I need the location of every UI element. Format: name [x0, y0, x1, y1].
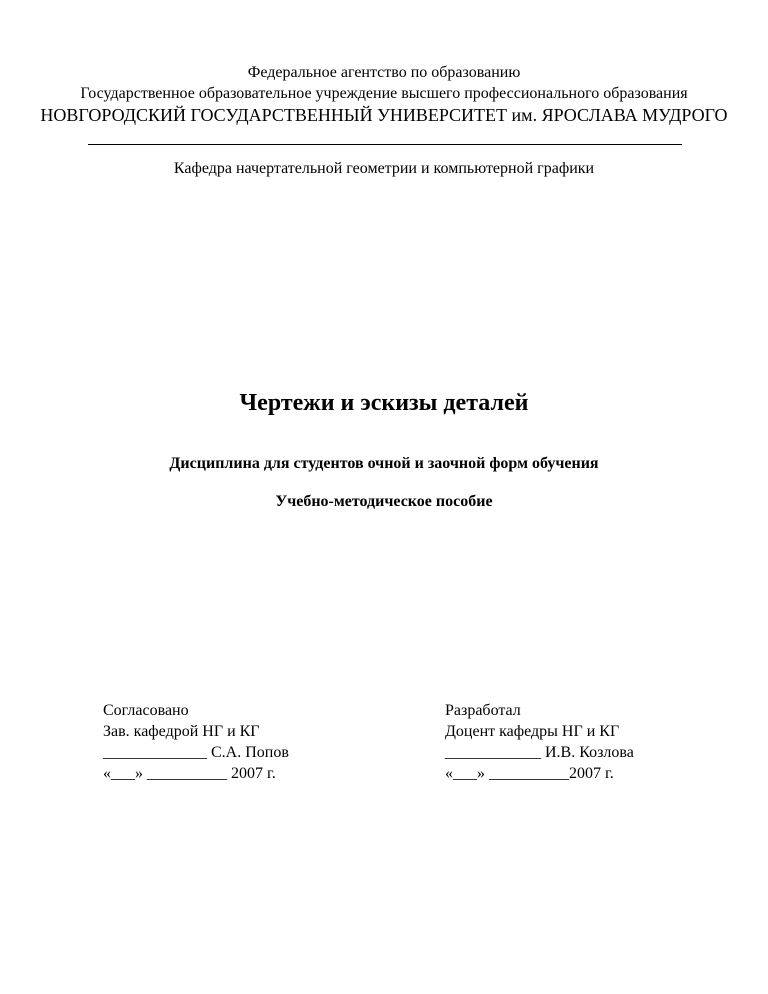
author-block: [445, 700, 634, 784]
author-date-line: «___» __________2007 г.: [445, 765, 614, 782]
document-title: Чертежи и эскизы деталей: [239, 390, 529, 416]
agency-name: Федеральное агентство по образованию: [247, 64, 521, 81]
approval-date-line: «___» __________ 2007 г.: [103, 765, 276, 782]
approval-block: [103, 700, 289, 784]
discipline-line: Дисциплина для студентов очной и заочной форм обучения: [169, 455, 599, 472]
approval-position: Зав. кафедрой НГ и КГ: [103, 723, 260, 740]
author-heading: Разработал: [445, 702, 521, 719]
approval-signature-line: _____________ С.А. Попов: [103, 744, 289, 761]
approval-heading: Согласовано: [103, 702, 189, 719]
header-divider: [88, 144, 682, 145]
institution-name: Государственное образовательное учреждение высшего профессионального образования: [80, 85, 688, 102]
university-name: НОВГОРОДСКИЙ ГОСУДАРСТВЕННЫЙ УНИВЕРСИТЕТ им. ЯРОСЛАВА МУДРОГО: [40, 105, 728, 125]
author-signature-line: ____________ И.В. Козлова: [445, 744, 634, 761]
document-type: Учебно-методическое пособие: [275, 493, 493, 510]
department-name: Кафедра начертательной геометрии и компьютерной графики: [173, 160, 595, 177]
author-position: Доцент кафедры НГ и КГ: [445, 723, 620, 740]
